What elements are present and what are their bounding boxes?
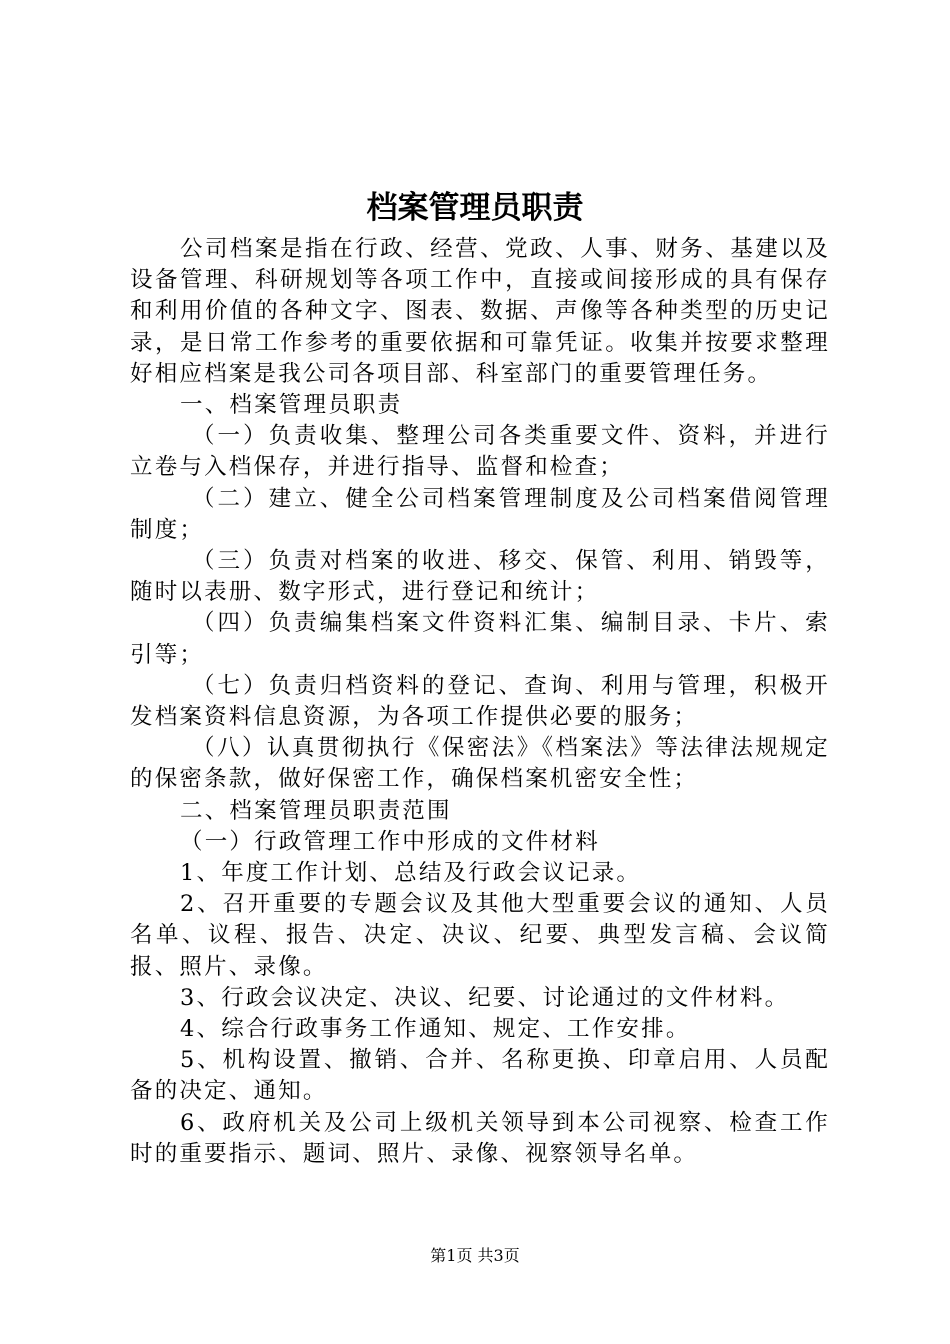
intro-paragraph: 公司档案是指在行政、经营、党政、人事、财务、基建以及设备管理、科研规划等各项工作中，直接或间接形成的具有保存和利用价值的各种文字、图表、数据、声像等各种类型的历史记录，是日常工作参考的重要依据和可靠凭证。收集并按要求整理好相应档案是我公司各项目部、科室部门的重要管理任务。 xyxy=(130,236,830,387)
duty-item: （一）负责收集、整理公司各类重要文件、资料，并进行立卷与入档保存，并进行指导、监督和检查； xyxy=(130,423,830,481)
page-number: 第1页 共3页 xyxy=(430,1246,520,1265)
document-title: 档案管理员职责 xyxy=(366,190,584,226)
scope-item: 2、召开重要的专题会议及其他大型重要会议的通知、人员名单、议程、报告、决定、决议、纪要、典型发言稿、会议简报、照片、录像。 xyxy=(130,891,830,980)
duty-item: （七）负责归档资料的登记、查询、利用与管理，积极开发档案资料信息资源，为各项工作提供必要的服务； xyxy=(130,672,830,731)
scope-item: 5、机构设置、撤销、合并、名称更换、印章启用、人员配备的决定、通知。 xyxy=(130,1047,830,1105)
duty-item: （八）认真贯彻执行《保密法》《档案法》等法律法规规定的保密条款，做好保密工作，确保档案机密安全性； xyxy=(130,735,830,793)
scope-item: 3、行政会议决定、决议、纪要、讨论通过的文件材料。 xyxy=(180,984,790,1011)
duty-item: （四）负责编集档案文件资料汇集、编制目录、卡片、索引等； xyxy=(130,610,830,668)
duty-item: （三）负责对档案的收进、移交、保管、利用、销毁等，随时以表册、数字形式，进行登记和统计； xyxy=(130,548,830,606)
scope-item: 1、年度工作计划、总结及行政会议记录。 xyxy=(180,860,642,887)
document-body xyxy=(130,234,830,1170)
scope-item: 6、政府机关及公司上级机关领导到本公司视察、检查工作时的重要指示、题词、照片、录像、视察领导名单。 xyxy=(130,1109,830,1167)
section-heading-duties: 一、档案管理员职责 xyxy=(180,392,403,419)
subsection-heading: （一）行政管理工作中形成的文件材料 xyxy=(180,828,600,855)
scope-item: 4、综合行政事务工作通知、规定、工作安排。 xyxy=(180,1016,691,1043)
duty-item: （二）建立、健全公司档案管理制度及公司档案借阅管理制度； xyxy=(130,485,830,543)
section-heading-scope: 二、档案管理员职责范围 xyxy=(180,797,452,824)
